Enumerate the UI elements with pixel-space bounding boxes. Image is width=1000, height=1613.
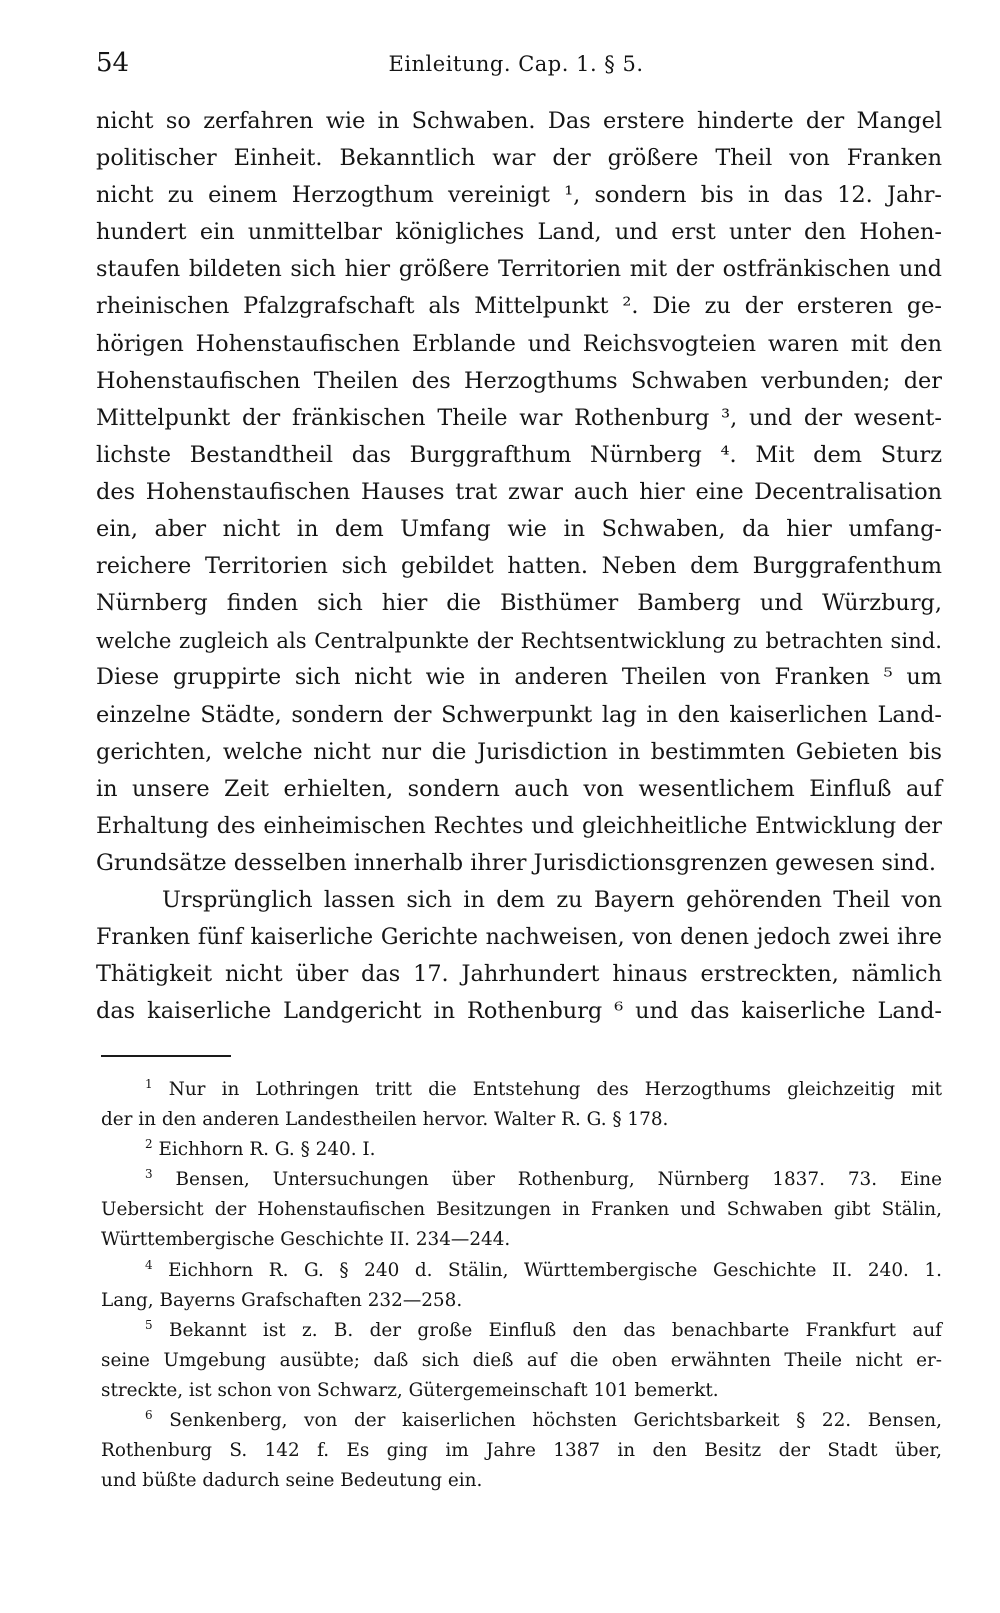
text-line: Hohenstaufischen Theilen des Herzogthums Schwaben verbunden; der	[96, 367, 942, 394]
text-line: welche zugleich als Centralpunkte der Rechtsentwicklung zu betrachten sind.	[96, 628, 942, 654]
footnote-line: und büßte dadurch seine Bedeutung ein.	[101, 1470, 483, 1492]
footnote-1	[101, 1075, 942, 1135]
footnote-mark: 3	[145, 1167, 153, 1182]
text-line: staufen bildeten sich hier größere Territorien mit der ostfränkischen und	[96, 256, 942, 283]
footnotes	[101, 1075, 942, 1496]
footnote-separator	[101, 1055, 231, 1057]
footnote-mark: 2	[145, 1137, 153, 1152]
footnote-6	[101, 1406, 942, 1496]
text-line: Nürnberg finden sich hier die Bisthümer Bamberg und Würzburg,	[96, 590, 942, 617]
footnote-line: $^6$ Senkenberg, von der kaiserlichen höchsten Gerichtsbarkeit § 22. Bensen,	[145, 1407, 942, 1432]
text-line: Mittelpunkt der fränkischen Theile war Rothenburg ³, und der wesent-	[96, 404, 942, 431]
footnote-line: $^4$ Eichhorn R. G. § 240 d. Stälin, Württembergische Geschichte II. 240. 1.	[145, 1257, 942, 1281]
text-line: rheinischen Pfalzgrafschaft als Mittelpunkt ². Die zu der ersteren ge-	[96, 293, 942, 320]
footnote-line: $^1$ Nur in Lothringen tritt die Entstehung des Herzogthums gleichzeitig mit	[145, 1076, 942, 1100]
footnote-line: Württembergische Geschichte II. 234—244.	[101, 1229, 511, 1251]
text-line: das kaiserliche Landgericht in Rothenburg ⁶ und das kaiserliche Land-	[96, 998, 942, 1025]
text-line: Franken fünf kaiserliche Gerichte nachweisen, von denen jedoch zwei ihre	[96, 924, 942, 951]
text-line: reichere Territorien sich gebildet hatten. Neben dem Burggrafenthum	[96, 553, 942, 580]
footnote-line: $^3$ Bensen, Untersuchungen über Rothenburg, Nürnberg 1837. 73. Eine	[145, 1167, 942, 1191]
footnote-line: $^5$ Bekannt ist z. B. der große Einfluß den das benachbarte Frankfurt auf	[145, 1317, 942, 1341]
text-line: hundert ein unmittelbar königliches Land, und erst unter den Hohen-	[96, 219, 942, 246]
footnote-3	[101, 1165, 942, 1255]
footnote-mark: 6	[145, 1407, 153, 1422]
footnote-2	[101, 1135, 942, 1165]
text-line: Grundsätze desselben innerhalb ihrer Jurisdictionsgrenzen gewesen sind.	[96, 849, 936, 876]
main-text	[96, 103, 942, 1030]
text-line: hörigen Hohenstaufischen Erblande und Reichsvogteien waren mit den	[96, 330, 942, 357]
footnote-line: streckte, ist schon von Schwarz, Gütergemeinschaft 101 bemerkt.	[101, 1379, 719, 1401]
footnote-5	[101, 1316, 942, 1406]
text-line: Erhaltung des einheimischen Rechtes und gleichheitliche Entwicklung der	[96, 812, 942, 839]
page-header	[96, 48, 936, 88]
text-line: nicht zu einem Herzogthum vereinigt ¹, sondern bis in das 12. Jahr-	[96, 182, 942, 209]
footnote-mark: 4	[145, 1257, 153, 1272]
text-line: Thätigkeit nicht über das 17. Jahrhundert hinaus erstreckten, nämlich	[96, 961, 942, 988]
text-line: nicht so zerfahren wie in Schwaben. Das erstere hinderte der Mangel	[96, 108, 942, 134]
text-line: des Hohenstaufischen Hauses trat zwar auch hier eine Decentralisation	[96, 478, 942, 505]
text-line: lichste Bestandtheil das Burggrafthum Nürnberg ⁴. Mit dem Sturz	[96, 441, 942, 468]
footnote-line: seine Umgebung ausübte; daß sich dieß auf die oben erwähnten Theile nicht er-	[101, 1349, 942, 1371]
footnote-line: $^2$ Eichhorn R. G. § 240. I.	[145, 1137, 376, 1161]
footnote-mark: 1	[145, 1076, 153, 1091]
text-line: in unsere Zeit erhielten, sondern auch von wesentlichem Einfluß auf	[96, 775, 942, 802]
text-line: Ursprünglich lassen sich in dem zu Bayern gehörenden Theil von	[162, 886, 942, 913]
text-line: gerichten, welche nicht nur die Jurisdiction in bestimmten Gebieten bis	[96, 738, 942, 765]
footnote-line: der in den anderen Landestheilen hervor. Walter R. G. § 178.	[101, 1109, 669, 1131]
footnote-line: Lang, Bayerns Grafschaften 232—258.	[101, 1289, 463, 1311]
text-line: Diese gruppirte sich nicht wie in anderen Theilen von Franken ⁵ um	[96, 664, 942, 691]
footnote-line: Rothenburg S. 142 f. Es ging im Jahre 1387 in den Besitz der Stadt über,	[101, 1440, 942, 1462]
footnote-line: Uebersicht der Hohenstaufischen Besitzungen in Franken und Schwaben gibt Stälin,	[101, 1199, 942, 1221]
text-line: ein, aber nicht in dem Umfang wie in Schwaben, da hier umfang-	[96, 516, 942, 543]
text-line: einzelne Städte, sondern der Schwerpunkt lag in den kaiserlichen Land-	[96, 701, 942, 728]
text-line: politischer Einheit. Bekanntlich war der größere Theil von Franken	[96, 145, 942, 172]
footnote-4	[101, 1256, 942, 1316]
footnote-mark: 5	[145, 1317, 153, 1332]
running-title: Einleitung. Cap. 1. § 5.	[388, 52, 644, 76]
page-number: 54	[96, 48, 130, 78]
